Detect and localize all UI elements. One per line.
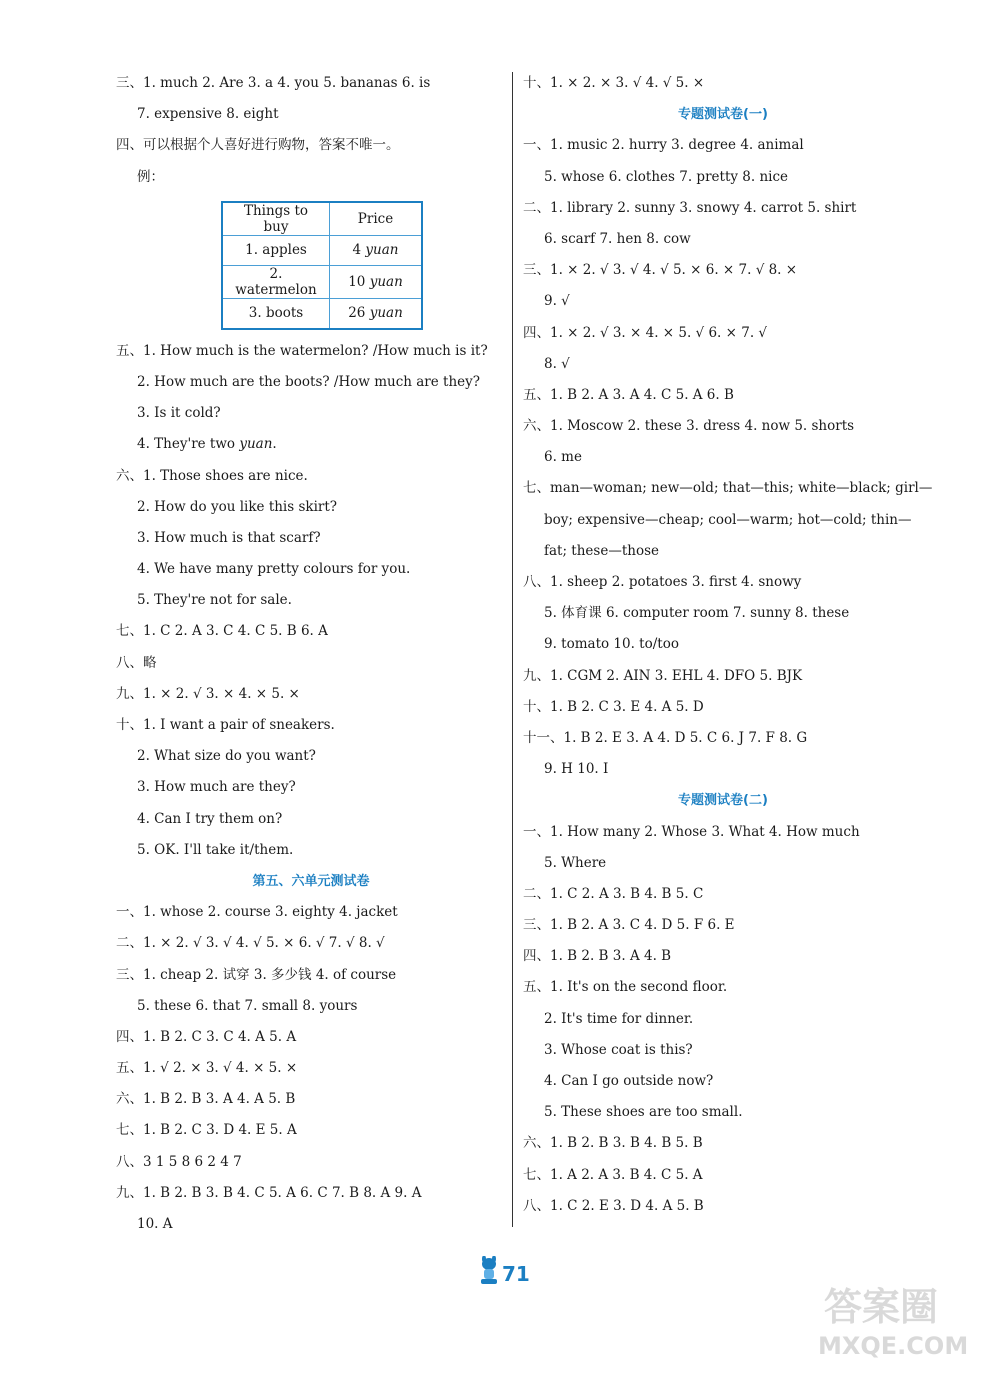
answer-line: 七、man—woman; new—old; that—this; white—black; girl— <box>523 480 933 497</box>
answer-line: 三、1. cheap 2. 试穿 3. 多少钱 4. of course <box>116 966 397 983</box>
answers-block-bottom <box>116 897 506 1240</box>
answer-line: 八、3 1 5 8 6 2 4 7 <box>116 1153 242 1170</box>
shopping-table <box>221 201 423 330</box>
answer-line: 三、1. B 2. A 3. C 4. D 5. F 6. E <box>523 917 735 934</box>
table-header-things: Things to buy <box>222 202 330 236</box>
table-cell: 2. watermelon <box>222 265 330 298</box>
watermark-en: MXQE.COM <box>818 1332 969 1360</box>
answer-line: 九、1. × 2. √ 3. × 4. × 5. × <box>116 685 300 702</box>
answer-line: 2. It's time for dinner. <box>544 1010 694 1027</box>
watermark-logo <box>810 1276 990 1368</box>
answer-line: 5. Where <box>544 854 607 871</box>
table-cell: 10 yuan <box>330 265 423 298</box>
answer-line: 3. Whose coat is this? <box>544 1041 693 1058</box>
answer-line: 十、1. × 2. × 3. √ 4. √ 5. × <box>523 75 705 91</box>
section-title-unit56: 第五、六单元测试卷 <box>252 873 370 889</box>
answer-line: 4. They're two yuan. <box>137 436 277 453</box>
answer-line: 10. A <box>137 1216 173 1232</box>
answer-line: 八、略 <box>116 654 157 671</box>
answer-line: 8. √ <box>544 355 570 372</box>
table-row <box>222 235 422 265</box>
answer-line: 四、1. B 2. C 3. C 4. A 5. A <box>116 1028 297 1045</box>
answer-line: 二、1. library 2. sunny 3. snowy 4. carrot 5. shirt <box>523 199 857 216</box>
answer-line: 六、1. B 2. B 3. B 4. B 5. B <box>523 1135 703 1152</box>
answer-line: 5. 体育课 6. computer room 7. sunny 8. these <box>544 605 850 622</box>
answer-line: 七、1. C 2. A 3. C 4. C 5. B 6. A <box>116 623 328 640</box>
left-column <box>116 68 506 1240</box>
answer-line: 三、1. much 2. Are 3. a 4. you 5. bananas 6. is <box>116 75 431 91</box>
column-divider <box>512 72 513 1227</box>
watermark-cn: 答案圈 <box>824 1285 939 1329</box>
answer-line: fat; these—those <box>544 542 660 559</box>
page-number <box>470 1256 530 1296</box>
answer-line: 五、1. It's on the second floor. <box>523 979 728 996</box>
table-header-price: Price <box>330 202 423 236</box>
answer-line: 七、1. A 2. A 3. B 4. C 5. A <box>523 1166 703 1183</box>
answer-line: 6. me <box>544 449 582 466</box>
answer-line: 9. tomato 10. to/too <box>544 636 679 653</box>
table-cell: 3. boots <box>222 298 330 329</box>
answer-line: 四、1. B 2. B 3. A 4. B <box>523 948 672 965</box>
section-title-special-1: 专题测试卷(一) <box>678 107 768 123</box>
answer-line: 五、1. √ 2. × 3. √ 4. × 5. × <box>116 1060 298 1077</box>
answer-line: 5. These shoes are too small. <box>544 1104 743 1121</box>
answers-block-b <box>523 130 933 785</box>
answer-line: 三、1. × 2. √ 3. √ 4. √ 5. × 6. × 7. √ 8. × <box>523 262 798 279</box>
answer-line: 十、1. I want a pair of sneakers. <box>116 717 335 733</box>
answer-line: 9. H 10. I <box>544 761 609 778</box>
answer-line: 5. OK. I'll take it/them. <box>137 841 294 858</box>
page-number-text: 71 <box>502 1262 530 1286</box>
answer-line: 4. Can I go outside now? <box>544 1073 714 1089</box>
table-cell: 1. apples <box>222 235 330 265</box>
answer-line: 二、1. × 2. √ 3. √ 4. √ 5. × 6. √ 7. √ 8. √ <box>116 935 385 952</box>
answer-line: 五、1. B 2. A 3. A 4. C 5. A 6. B <box>523 386 734 403</box>
answer-line: 7. expensive 8. eight <box>137 106 279 123</box>
table-row <box>222 265 422 298</box>
answer-line: 二、1. C 2. A 3. B 4. B 5. C <box>523 885 704 902</box>
answer-line: 九、1. B 2. B 3. B 4. C 5. A 6. C 7. B 8. A 9. A <box>116 1184 422 1201</box>
answer-line: 2. How much are the boots? /How much are they? <box>137 373 481 390</box>
answer-line: 九、1. CGM 2. AIN 3. EHL 4. DFO 5. BJK <box>523 667 803 684</box>
answer-line: 四、1. × 2. √ 3. × 4. × 5. √ 6. × 7. √ <box>523 324 768 341</box>
answer-line: 八、1. C 2. E 3. D 4. A 5. B <box>523 1197 704 1214</box>
answer-line: 十、1. B 2. C 3. E 4. A 5. D <box>523 698 704 715</box>
answer-line: 4. We have many pretty colours for you. <box>137 561 411 578</box>
table-row <box>222 298 422 329</box>
table-cell: 26 yuan <box>330 298 423 329</box>
answer-line: 9. √ <box>544 293 570 310</box>
answer-line: 5. these 6. that 7. small 8. yours <box>137 997 358 1014</box>
answer-line: 四、可以根据个人喜好进行购物，答案不唯一。 <box>116 137 400 154</box>
answer-line: 六、1. Moscow 2. these 3. dress 4. now 5. shorts <box>523 418 855 435</box>
answer-line: 5. whose 6. clothes 7. pretty 8. nice <box>544 168 789 185</box>
answers-block-mid <box>116 336 506 866</box>
section-title-special-2: 专题测试卷(二) <box>678 793 768 809</box>
right-column <box>523 68 933 1222</box>
answer-line: 一、1. music 2. hurry 3. degree 4. animal <box>523 137 804 154</box>
answers-block-c <box>523 817 923 1222</box>
answer-line: 例： <box>137 168 164 185</box>
answer-line: 6. scarf 7. hen 8. cow <box>544 230 691 247</box>
answer-line: 2. How do you like this skirt? <box>137 498 338 515</box>
answer-line: 一、1. whose 2. course 3. eighty 4. jacket <box>116 904 398 921</box>
answer-line: 2. What size do you want? <box>137 748 316 765</box>
answer-line: 5. They're not for sale. <box>137 592 292 609</box>
answer-line: 五、1. How much is the watermelon? /How much is it? <box>116 342 488 359</box>
answers-block-top <box>116 68 506 193</box>
answer-line: 八、1. sheep 2. potatoes 3. first 4. snowy <box>523 574 802 590</box>
answer-line: 六、1. B 2. B 3. A 4. A 5. B <box>116 1091 296 1108</box>
answer-line: 七、1. B 2. C 3. D 4. E 5. A <box>116 1122 297 1139</box>
answer-line: 一、1. How many 2. Whose 3. What 4. How much <box>523 823 860 840</box>
answer-line: 3. Is it cold? <box>137 405 221 422</box>
mascot-icon <box>476 1256 502 1286</box>
answers-block-a <box>523 68 923 99</box>
answer-line: 4. Can I try them on? <box>137 810 283 827</box>
answer-line: 十一、1. B 2. E 3. A 4. D 5. C 6. J 7. F 8. G <box>523 729 808 746</box>
table-cell: 4 yuan <box>330 235 423 265</box>
answer-line: 3. How much is that scarf? <box>137 529 321 546</box>
answer-line: 3. How much are they? <box>137 779 296 796</box>
answer-line: 六、1. Those shoes are nice. <box>116 467 308 484</box>
answer-line: boy; expensive—cheap; cool—warm; hot—cold; thin— <box>544 511 912 528</box>
